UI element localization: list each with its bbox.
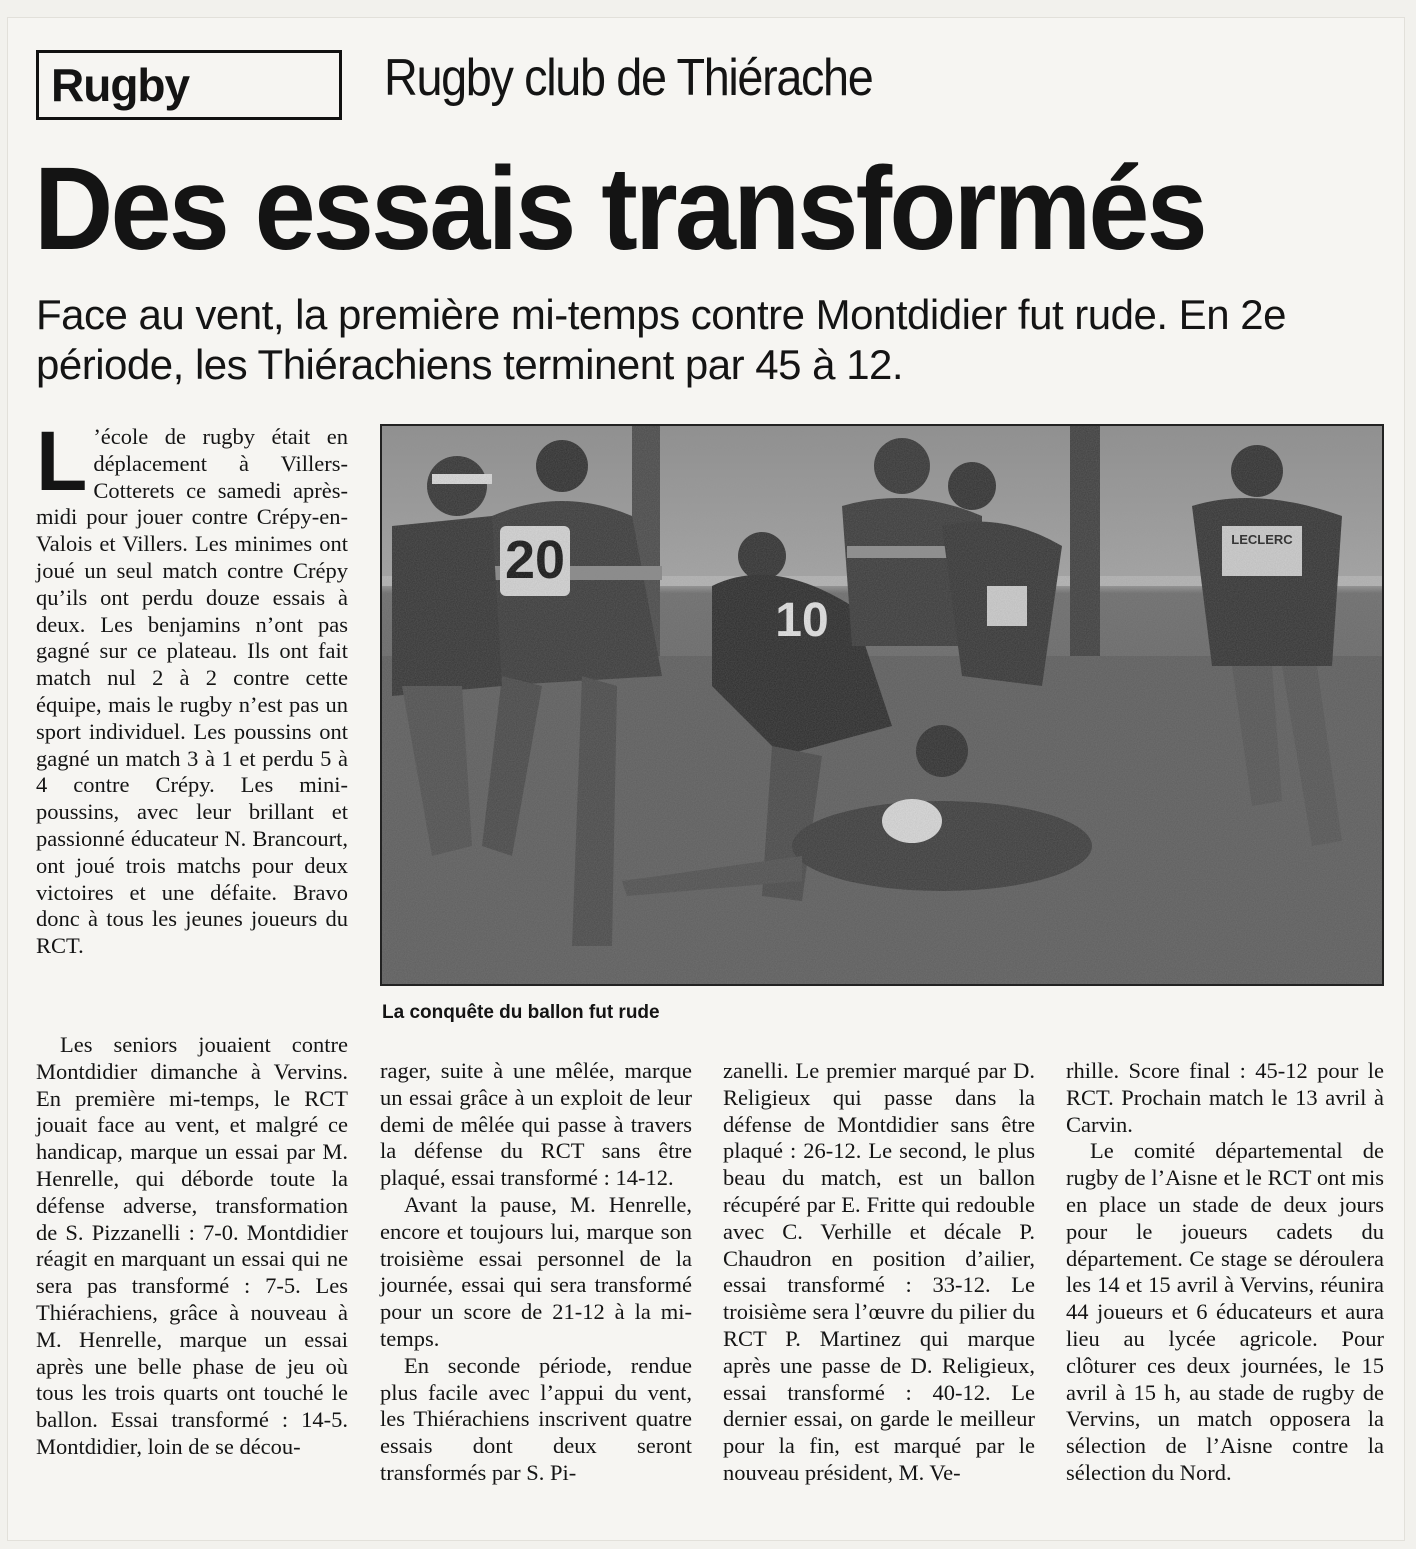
paragraph-pause: Avant la pause, M. Henrelle, encore et toujours lui, marque son troisième essai personnel de la journée, essai qui sera transformé pour un score de 21-12 à la mi-temps. <box>380 1191 692 1351</box>
paragraph-seconde-periode: En seconde période, rendue plus facile avec l’appui du vent, les Thiérachiens inscrivent quatre essais dont deux seront transformés par S. Pi- <box>380 1352 692 1485</box>
article-column-2 <box>380 1058 692 1487</box>
section-kicker <box>36 50 342 120</box>
headline: Des essais transformés <box>34 143 1205 275</box>
photo-caption: La conquête du ballon fut rude <box>382 1002 660 1023</box>
article-column-3 <box>723 1058 1035 1487</box>
article-column-1-lower <box>36 1032 348 1461</box>
paragraph-ecole: ’école de rugby était en déplacement à Villers-Cotterets ce samedi après-midi pour jouer contre Crépy-en-Valois et Villers. Les minimes ont joué un seul match contre Crépy qu’ils ont perdu douze essais à deux. Les benjamins n’ont pas gagné sur ce plateau. Ils ont fait match nul 2 à 2 contre cette équipe, mais le rugby n’est pas un sport individuel. Les poussins ont gagné un match 3 à 1 et perdu 5 à 4 contre Crépy. Les mini-poussins, avec leur brillant et passionné éducateur N. Brancourt, ont joué trois matchs pour deux victoires et une défaite. Bravo donc à tous les jeunes joueurs du RCT. <box>36 424 348 959</box>
standfirst: Face au vent, la première mi-temps contre Montdidier fut rude. En 2e période, les Thiérachiens terminent par 45 à 12. <box>36 291 1286 388</box>
drop-cap: L <box>36 414 88 508</box>
paragraph-comite: Le comité départemental de rugby de l’Aisne et le RCT ont mis en place un stade de deux jours pour le joueurs cadets du département. Ce stage se déroulera les 14 et 15 avril à Vervins, réunira 44 joueurs et 6 éducateurs et aura lieu au lycée agricole. Pour clôturer ces deux journées, le 15 avril à 15 h, au stade de rugby de Vervins, un match opposera la sélection de l’Aisne contre la sélection du Nord. <box>1066 1138 1384 1485</box>
match-photo <box>380 424 1384 986</box>
article-column-1 <box>36 414 348 960</box>
paragraph-score-final: rhille. Score final : 45-12 pour le RCT. Prochain match le 13 avril à Carvin. <box>1066 1058 1384 1137</box>
kicker-label: Rugby <box>51 59 190 111</box>
rugby-scrum-image <box>382 426 1382 984</box>
paragraph-seniors: Les seniors jouaient contre Montdidier dimanche à Vervins. En première mi-temps, le RCT jouait face au vent, et malgré ce handicap, marque un essai par M. Henrelle, qui déborde toute la défense adverse, transformation de S. Pizzanelli : 7-0. Montdidier réagit en marquant un essai qui ne sera pas transformé : 7-5. Les Thiérachiens, grâce à nouveau à M. Henrelle, marque un essai après une belle phase de jeu où tous les trois quarts ont touché le ballon. Essai transformé : 14-5. Montdidier, loin de se décou- <box>36 1032 348 1459</box>
paragraph-seniors-cont: rager, suite à une mêlée, marque un essai grâce à un exploit de leur demi de mêlée qui passe à travers la défense du RCT sans être plaqué, essai transformé : 14-12. <box>380 1058 692 1191</box>
article-column-4 <box>1066 1058 1384 1487</box>
paragraph-essais: zanelli. Le premier marqué par D. Religieux qui passe dans la défense de Montdidier sans être plaqué : 26-12. Le second, le plus beau du match, est un ballon récupéré par E. Fritte qui redouble avec C. Verhille et décale P. Chaudron en position d’ailier, essai transformé : 33-12. Le troisième sera l’œuvre du pilier du RCT P. Martinez qui marque après une passe de D. Religieux, essai transformé : 40-12. Le dernier essai, on garde le meilleur pour la fin, est marqué par le nouveau président, M. Ve- <box>723 1058 1035 1485</box>
section-title: Rugby club de Thiérache <box>384 49 873 107</box>
